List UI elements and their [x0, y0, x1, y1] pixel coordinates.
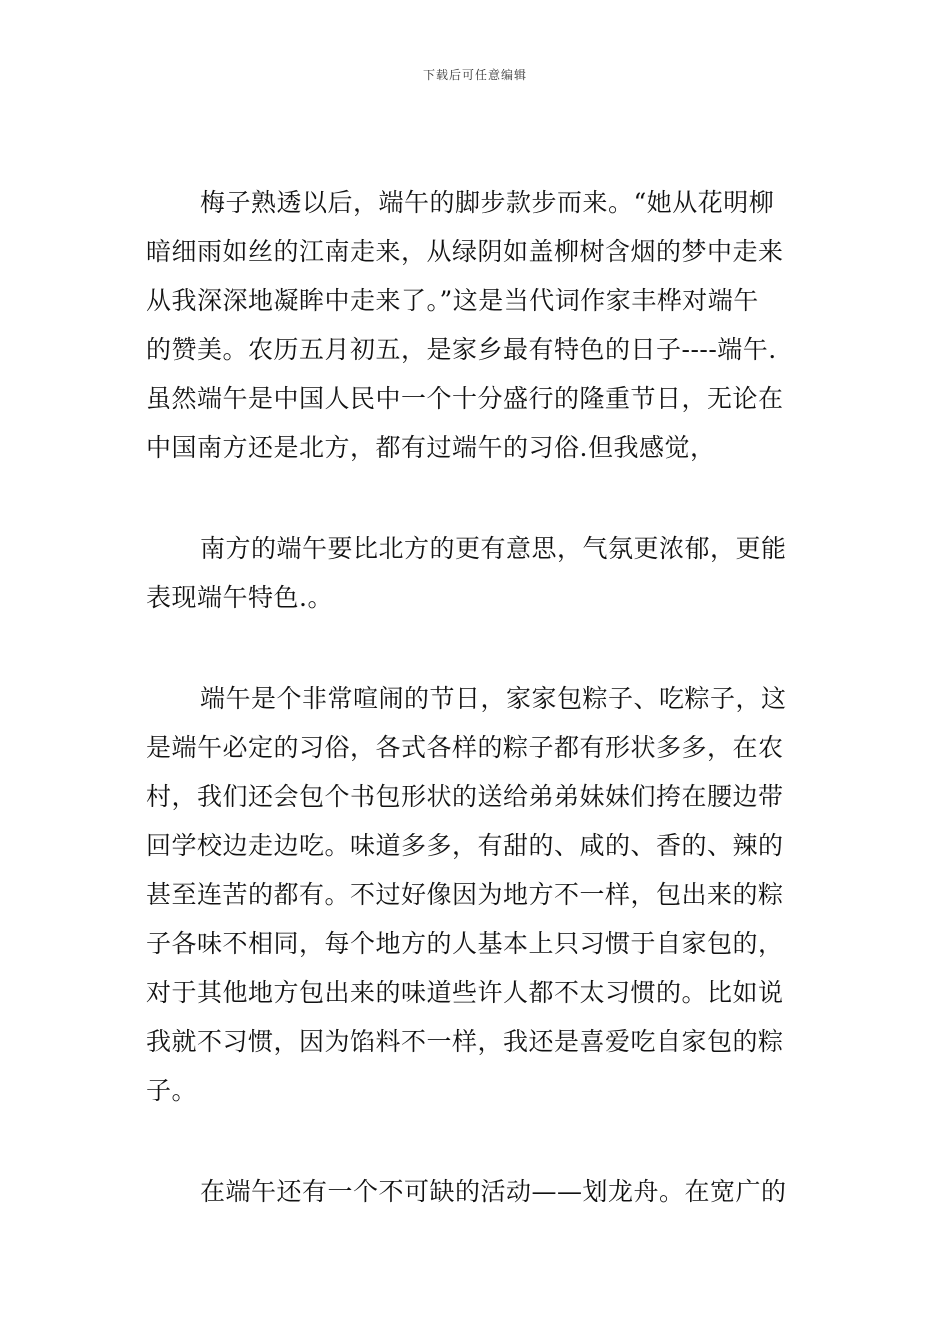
paragraph-3: [146, 674, 806, 1115]
paragraph-line: 我就不习惯，因为馅料不一样，我还是喜爱吃自家包的粽: [146, 1027, 784, 1056]
paragraph-line: 是端午必定的习俗，各式各样的粽子都有形状多多，在农: [146, 733, 784, 762]
paragraph-line: 子。: [146, 1076, 198, 1105]
document-body: [146, 178, 806, 1216]
paragraph-line: 端午是个非常喧闹的节日，家家包粽子、吃粽子，这: [200, 684, 787, 713]
paragraph-line: 中国南方还是北方，都有过端午的习俗.但我感觉，: [146, 433, 716, 462]
paragraph-line: 从我深深地凝眸中走来了。”这是当代词作家丰桦对端午: [146, 286, 759, 315]
paragraph-line: 回学校边走边吃。味道多多，有甜的、咸的、香的、辣的: [146, 831, 784, 860]
paragraph-2: [146, 524, 806, 622]
paragraph-line: 南方的端午要比北方的更有意思，气氛更浓郁，更能: [200, 534, 787, 563]
paragraph-line: 甚至连苦的都有。不过好像因为地方不一样，包出来的粽: [146, 880, 784, 909]
page-header: 下载后可任意编辑: [422, 68, 527, 82]
paragraph-line: 对于其他地方包出来的味道些许人都不太习惯的。比如说: [146, 978, 784, 1007]
paragraph-line: 在端午还有一个不可缺的活动——划龙舟。在宽广的: [200, 1177, 787, 1206]
paragraph-line: 表现端午特色.。: [146, 583, 333, 612]
paragraph-line: 村，我们还会包个书包形状的送给弟弟妹妹们挎在腰边带: [146, 782, 784, 811]
paragraph-line: 的赞美。农历五月初五，是家乡最有特色的日子----端午.: [146, 335, 777, 364]
paragraph-line: 梅子熟透以后，端午的脚步款步而来。“她从花明柳: [200, 188, 775, 217]
paragraph-4: [146, 1167, 806, 1216]
paragraph-line: 暗细雨如丝的江南走来，从绿阴如盖柳树含烟的梦中走来: [146, 237, 784, 266]
paragraph-1: [146, 178, 806, 472]
paragraph-line: 子各味不相同，每个地方的人基本上只习惯于自家包的，: [146, 929, 784, 958]
paragraph-line: 虽然端午是中国人民中一个十分盛行的隆重节日，无论在: [146, 384, 784, 413]
